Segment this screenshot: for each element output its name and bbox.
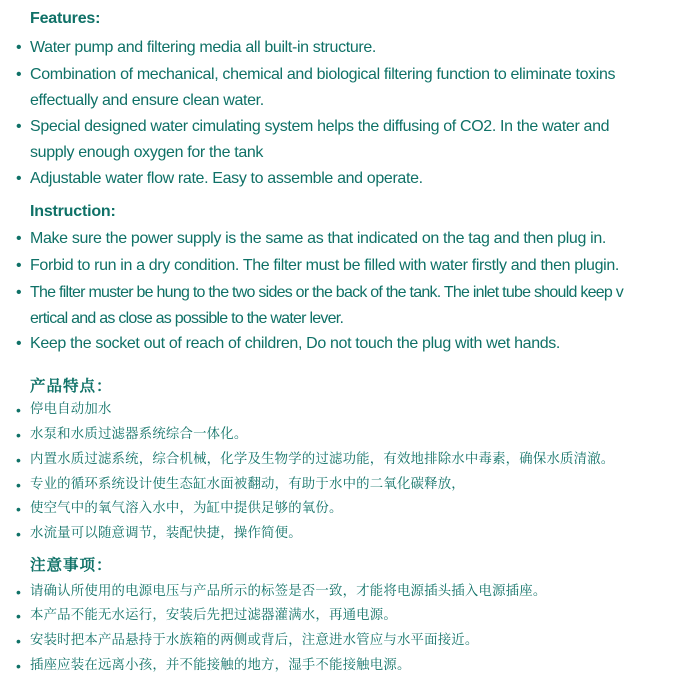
bullet-icon: •	[16, 66, 22, 83]
features-item-1-line1: Water pump and filtering media all built-in structure.	[30, 39, 376, 56]
instruction-item-3-line1: The filter muster be hung to the two sides or the back of the tank. The inlet tube should keep v	[30, 284, 623, 301]
bullet-icon: •	[16, 257, 22, 274]
bullet-icon: •	[16, 633, 21, 649]
bullet-icon: •	[16, 284, 22, 301]
instruction-item-3-line2: ertical and as close as possible to the water lever.	[30, 310, 344, 327]
bullet-icon: •	[16, 427, 21, 443]
instruction-item-1	[30, 226, 690, 252]
cn-notes-item-1: 请确认所使用的电源电压与产品所示的标签是否一致，才能将电源插头插入电源插座。	[30, 584, 547, 599]
features-item-2-line1: Combination of mechanical, chemical and biological filtering function to eliminate toxins	[30, 66, 616, 83]
instruction-item-4	[30, 331, 690, 357]
features-item-4-line1: Adjustable water flow rate. Easy to assemble and operate.	[30, 170, 423, 187]
bullet-icon: •	[16, 335, 22, 352]
cn-features-item-2: 水泵和水质过滤器系统综合一体化。	[30, 427, 248, 442]
instruction-item-4-line1: Keep the socket out of reach of children, Do not touch the plug with wet hands.	[30, 335, 561, 352]
features-item-3	[30, 114, 690, 166]
instruction-heading: Instruction:	[30, 203, 116, 220]
instruction-item-3	[30, 280, 690, 332]
cn-features-item-6: 水流量可以随意调节，装配快捷，操作简便。	[30, 526, 302, 541]
features-item-3-line1: Special designed water cimulating system helps the diffusing of CO2. In the water and	[30, 118, 610, 135]
cn-notes-item-4: 插座应装在远离小孩，并不能接触的地方，湿手不能接触电源。	[30, 658, 411, 673]
bullet-icon: •	[16, 170, 22, 187]
instruction-item-1-line1: Make sure the power supply is the same as that indicated on the tag and then plug in.	[30, 230, 606, 247]
bullet-icon: •	[16, 452, 21, 468]
bullet-icon: •	[16, 501, 21, 517]
features-item-1	[30, 35, 690, 61]
cn-features-item-4: 专业的循环系统设计使生态缸水面被翻动，有助于水中的二氧化碳释放，	[30, 477, 465, 492]
bullet-icon: •	[16, 526, 21, 542]
cn-notes-item-3: 安装时把本产品悬持于水族箱的两侧或背后，注意进水管应与水平面接近。	[30, 633, 479, 648]
bullet-icon: •	[16, 118, 22, 135]
features-item-2	[30, 62, 690, 114]
cn-notes-heading: 注意事项：	[30, 556, 113, 574]
cn-features-item-1: 停电自动加水	[30, 402, 112, 417]
instruction-item-2	[30, 253, 690, 279]
bullet-icon: •	[16, 39, 22, 56]
bullet-icon: •	[16, 584, 21, 600]
bullet-icon: •	[16, 608, 21, 624]
features-item-2-line2: effectually and ensure clean water.	[30, 92, 264, 109]
cn-features-item-3: 内置水质过滤系统，综合机械，化学及生物学的过滤功能，有效地排除水中毒素，确保水质清澈。	[30, 452, 615, 467]
cn-notes-item-2: 本产品不能无水运行，安装后先把过滤器灌满水，再通电源。	[30, 608, 397, 623]
features-item-3-line2: supply enough oxygen for the tank	[30, 144, 264, 161]
bullet-icon: •	[16, 658, 21, 674]
cn-features-item-5: 使空气中的氧气溶入水中，为缸中提供足够的氧份。	[30, 501, 343, 516]
bullet-icon: •	[16, 230, 22, 247]
cn-features-heading: 产品特点：	[30, 377, 113, 395]
features-item-4	[30, 166, 690, 192]
bullet-icon: •	[16, 402, 21, 418]
features-heading: Features:	[30, 10, 101, 27]
bullet-icon: •	[16, 477, 21, 493]
instruction-item-2-line1: Forbid to run in a dry condition. The filter must be filled with water firstly and then plugin.	[30, 257, 619, 274]
